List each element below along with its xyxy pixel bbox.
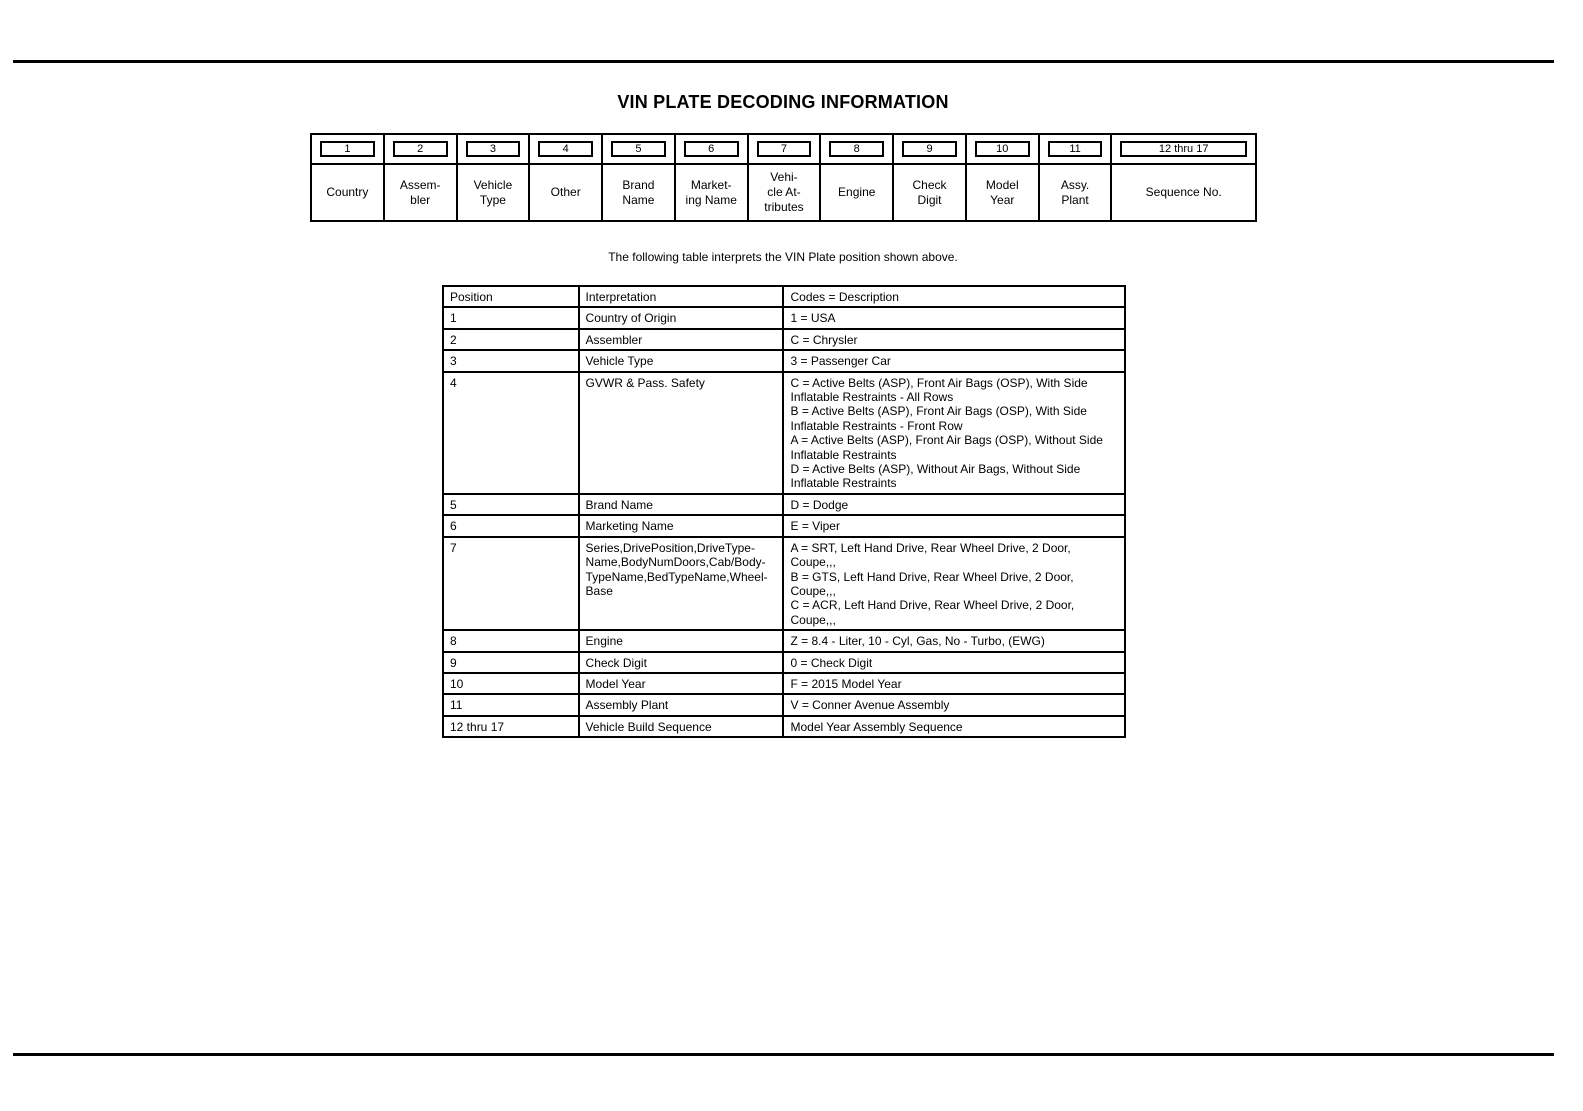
cell-codes: 3 = Passenger Car — [783, 350, 1125, 371]
vin-position-label: Country — [326, 185, 369, 199]
cell-position: 4 — [443, 372, 579, 494]
vin-position-cell — [749, 135, 822, 220]
vin-position-label: Brand Name — [622, 177, 655, 207]
vin-position-label: Assy. Plant — [1060, 177, 1090, 207]
vin-position-number: 2 — [393, 141, 448, 157]
vin-position-number: 6 — [684, 141, 739, 157]
vin-position-number-row — [749, 135, 820, 165]
vin-position-label: Vehi- cle At- tributes — [764, 170, 804, 214]
vin-position-diagram — [310, 133, 1257, 222]
vin-position-number: 9 — [902, 141, 957, 157]
cell-interpretation: Vehicle Type — [579, 350, 784, 371]
cell-position: 3 — [443, 350, 579, 371]
table-row — [443, 329, 1125, 350]
vin-position-label: Assem- bler — [399, 177, 441, 207]
vin-position-label: Other — [550, 185, 581, 199]
vin-position-cell — [530, 135, 603, 220]
bottom-rule — [13, 1053, 1554, 1056]
vin-position-label: Sequence No. — [1145, 185, 1222, 199]
cell-interpretation: Series,DrivePosition,DriveType-Name,BodyNumDoors,Cab/Body-TypeName,BedTypeName,Wheel-Base — [579, 537, 784, 630]
cell-codes: 0 = Check Digit — [783, 652, 1125, 673]
vin-position-cell — [676, 135, 749, 220]
page-title: VIN PLATE DECODING INFORMATION — [617, 92, 949, 112]
cell-interpretation: Model Year — [579, 673, 784, 694]
table-row — [443, 652, 1125, 673]
table-row — [443, 673, 1125, 694]
vin-position-number-row — [894, 135, 965, 165]
cell-position: 12 thru 17 — [443, 716, 579, 737]
table-row — [443, 372, 1125, 494]
cell-position: 6 — [443, 515, 579, 536]
cell-codes: F = 2015 Model Year — [783, 673, 1125, 694]
cell-codes: Z = 8.4 - Liter, 10 - Cyl, Gas, No - Turbo, (EWG) — [783, 630, 1125, 651]
vin-position-number-row — [458, 135, 529, 165]
vin-position-number-row — [385, 135, 456, 165]
cell-interpretation: Vehicle Build Sequence — [579, 716, 784, 737]
vin-position-number-row — [603, 135, 674, 165]
vin-position-number: 11 — [1048, 141, 1103, 157]
vin-position-number-row — [1112, 135, 1255, 165]
cell-position: 9 — [443, 652, 579, 673]
cell-position: 7 — [443, 537, 579, 630]
table-row — [443, 716, 1125, 737]
cell-interpretation: Check Digit — [579, 652, 784, 673]
cell-interpretation: Assembly Plant — [579, 694, 784, 715]
table-row — [443, 694, 1125, 715]
vin-position-cell — [603, 135, 676, 220]
vin-position-number: 10 — [975, 141, 1030, 157]
cell-position: 11 — [443, 694, 579, 715]
vin-position-number-row — [967, 135, 1038, 165]
cell-interpretation: Marketing Name — [579, 515, 784, 536]
cell-codes: A = SRT, Left Hand Drive, Rear Wheel Drive, 2 Door, Coupe,,, B = GTS, Left Hand Drive, Rear Wheel Drive, 2 Door, Coupe,,, C = ACR, Left Hand Drive, Rear Wheel Drive, 2 Door, Coupe,,, — [783, 537, 1125, 630]
table-row — [443, 537, 1125, 630]
table-row — [443, 494, 1125, 515]
header-interpretation: Interpretation — [579, 286, 784, 307]
top-rule — [13, 60, 1554, 63]
vin-position-label: Vehicle Type — [473, 177, 513, 207]
table-row — [443, 515, 1125, 536]
table-row — [443, 350, 1125, 371]
cell-interpretation: Assembler — [579, 329, 784, 350]
vin-position-number-row — [1040, 135, 1111, 165]
vin-position-number-row — [530, 135, 601, 165]
cell-position: 10 — [443, 673, 579, 694]
vin-position-number-row — [676, 135, 747, 165]
cell-position: 2 — [443, 329, 579, 350]
vin-position-cell — [385, 135, 458, 220]
vin-position-number: 5 — [611, 141, 666, 157]
vin-position-cell — [894, 135, 967, 220]
vin-position-label: Model Year — [985, 177, 1019, 207]
cell-codes: C = Active Belts (ASP), Front Air Bags (OSP), With Side Inflatable Restraints - All Rows B = Active Belts (ASP), Front Air Bags (OSP), With Side Inflatable Restraints - Front Row A = Active Belts (ASP), Front Air Bags (OSP), Without Side Inflatable Restraints D = Active Belts (ASP), Without Air Bags, Without Side Inflatable Restraints — [783, 372, 1125, 494]
vin-position-number-row — [821, 135, 892, 165]
vin-position-cell — [967, 135, 1040, 220]
vin-position-number: 4 — [538, 141, 593, 157]
cell-interpretation: Country of Origin — [579, 307, 784, 328]
vin-position-cell — [821, 135, 894, 220]
vin-position-number: 3 — [466, 141, 521, 157]
cell-interpretation: Brand Name — [579, 494, 784, 515]
table-header-row — [443, 286, 1125, 307]
table-row — [443, 307, 1125, 328]
vin-position-number: 1 — [320, 141, 375, 157]
cell-position: 1 — [443, 307, 579, 328]
vin-position-label: Check Digit — [912, 177, 947, 207]
cell-codes: C = Chrysler — [783, 329, 1125, 350]
vin-position-number: 12 thru 17 — [1120, 141, 1247, 157]
table-row — [443, 630, 1125, 651]
cell-codes: E = Viper — [783, 515, 1125, 536]
cell-interpretation: Engine — [579, 630, 784, 651]
header-position: Position — [443, 286, 579, 307]
vin-position-cell — [458, 135, 531, 220]
vin-decode-table — [442, 285, 1126, 738]
vin-position-cell — [1040, 135, 1113, 220]
vin-position-number-row — [312, 135, 383, 165]
cell-interpretation: GVWR & Pass. Safety — [579, 372, 784, 494]
header-codes: Codes = Description — [783, 286, 1125, 307]
vin-position-label: Engine — [838, 185, 876, 199]
table-caption: The following table interprets the VIN Plate position shown above. — [608, 250, 958, 264]
vin-position-label: Market- ing Name — [685, 177, 737, 207]
vin-position-cell — [1112, 135, 1255, 220]
cell-codes: D = Dodge — [783, 494, 1125, 515]
cell-codes: Model Year Assembly Sequence — [783, 716, 1125, 737]
cell-codes: V = Conner Avenue Assembly — [783, 694, 1125, 715]
cell-position: 8 — [443, 630, 579, 651]
cell-position: 5 — [443, 494, 579, 515]
vin-position-number: 7 — [757, 141, 812, 157]
vin-position-number: 8 — [829, 141, 884, 157]
cell-codes: 1 = USA — [783, 307, 1125, 328]
vin-position-cell — [312, 135, 385, 220]
